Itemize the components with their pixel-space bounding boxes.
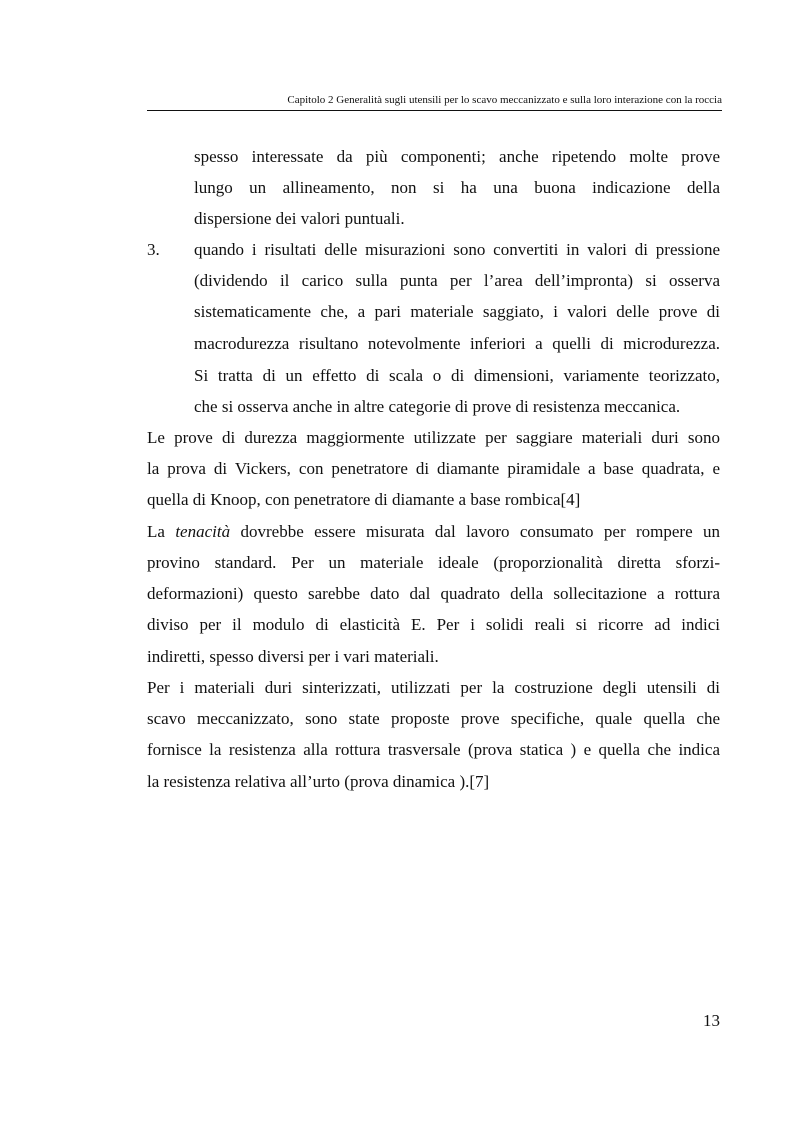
list-item-number: 3. <box>147 240 160 259</box>
list-item-line: quando i risultati delle misurazioni sono convertiti in valori di pressione <box>194 240 720 259</box>
list-item-line: che si osserva anche in altre categorie di prove di resistenza meccanica. <box>194 397 681 416</box>
paragraph-line: quella di Knoop, con penetratore di diamante a base rombica[4] <box>147 490 581 509</box>
emphasized-term: tenacità <box>175 522 231 541</box>
paragraph-line: fornisce la resistenza alla rottura trasversale (prova statica ) e quella che indica <box>147 740 720 759</box>
list-item-line: Si tratta di un effetto di scala o di dimensioni, variamente teorizzato, <box>194 366 720 385</box>
paragraph-line: deformazioni) questo sarebbe dato dal quadrato della sollecitazione a rottura <box>147 584 720 603</box>
list-continuation-line: dispersione dei valori puntuali. <box>194 209 405 228</box>
list-continuation-line: lungo un allineamento, non si ha una buona indicazione della <box>194 178 720 197</box>
list-item-line: sistematicamente che, a pari materiale saggiato, i valori delle prove di <box>194 302 720 321</box>
paragraph-line: scavo meccanizzato, sono state proposte prove specifiche, quale quella che <box>147 709 720 728</box>
paragraph-line: la prova di Vickers, con penetratore di diamante piramidale a base quadrata, e <box>147 459 720 478</box>
running-header: Capitolo 2 Generalità sugli utensili per lo scavo meccanizzato e sulla loro interazione con la roccia <box>287 94 722 106</box>
paragraph-line <box>147 522 720 542</box>
paragraph-line: provino standard. Per un materiale ideale (proporzionalità diretta sforzi- <box>147 553 720 572</box>
page-number: 13 <box>703 1011 720 1030</box>
paragraph-line: indiretti, spesso diversi per i vari materiali. <box>147 647 439 666</box>
header-rule <box>147 110 722 111</box>
paragraph-line: Le prove di durezza maggiormente utilizzate per saggiare materiali duri sono <box>147 428 720 447</box>
paragraph-text: dovrebbe essere misurata dal lavoro consumato per rompere un <box>240 522 721 541</box>
list-continuation-line: spesso interessate da più componenti; anche ripetendo molte prove <box>194 147 720 166</box>
paragraph-text: La <box>147 522 165 541</box>
paragraph-line: diviso per il modulo di elasticità E. Per i solidi reali si ricorre ad indici <box>147 615 720 634</box>
paragraph-line: Per i materiali duri sinterizzati, utilizzati per la costruzione degli utensili di <box>147 678 720 697</box>
paragraph-line: la resistenza relativa all’urto (prova dinamica ).[7] <box>147 772 490 791</box>
list-item-line: (dividendo il carico sulla punta per l’area dell’impronta) si osserva <box>194 271 720 290</box>
list-item-line: macrodurezza risultano notevolmente inferiori a quelli di microdurezza. <box>194 334 720 353</box>
